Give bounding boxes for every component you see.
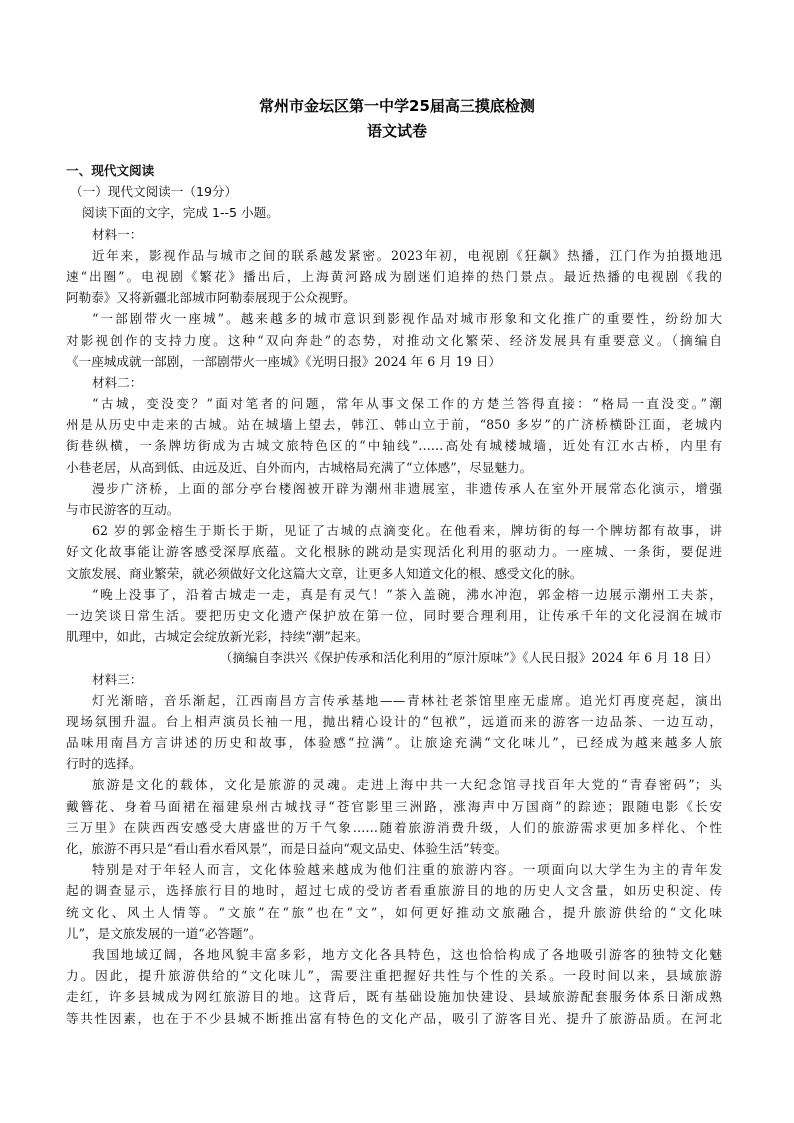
paragraph-line: 三万里》在陕西西安感受大唐盛世的万千气象……随着旅游消费升级，人们的旅游需求更加多样化、个性: [66, 819, 722, 835]
paragraph-line: 起的调查显示，选择旅行目的地时，超过七成的受访者看重旅游目的地的历史人文含量，如历史积淀、传: [66, 883, 722, 899]
paragraph-line: “古城，变没变？”面对笔者的问题，常年从事文保工作的方楚兰答得直接：“格局一直没变。”潮: [92, 396, 722, 412]
paragraph-line: 力。因此，提升旅游供给的“文化味儿”，需要注重把握好共性与个性的关系。一段时间以来，县域旅游: [66, 968, 722, 984]
paragraph-line: 等共性因素，也在于不少县城不断推出富有特色的文化产品，吸引了游客目光、提升了旅游品质。在河北: [66, 1010, 722, 1026]
exam-title: 常州市金坛区第一中学25届高三摸底检测: [259, 97, 535, 115]
paragraph-line: 小巷老居，从高到低、由远及近、自外而内，古城格局充满了“立体感”，尽显魅力。: [66, 459, 533, 475]
paragraph-line: 戴簪花、身着马面裙在福建泉州古城找寻“苍官影里三洲路，涨海声中万国商”的踪迹；跟随电影《长安: [66, 798, 722, 814]
paragraph-line: 与市民游客的互动。: [66, 502, 180, 517]
paragraph-line: “晚上没事了，沿着古城走一走，真是有灵气！”茶入盖碗，沸水冲泡，郭金榕一边展示潮州工夫茶，: [92, 586, 722, 602]
paragraph-line: 阿勒泰》又将新疆北部城市阿勒泰展现于公众视野。: [66, 290, 356, 306]
paragraph-line: 现场氛围升温。台上相声演员长袖一甩，抛出精心设计的“包袱”，远道而来的游客一边品茶、一边互动，: [66, 713, 722, 729]
paragraph-line: 统文化、风土人情等。“文旅”在“旅”也在“文”，如何更好推动文旅融合，提升旅游供给的“文化味: [66, 904, 722, 920]
paragraph-line: 速“出圈”。电视剧《繁花》播出后，上海黄河路成为剧迷们追捧的热门景点。最近热播的电视剧《我的: [66, 268, 722, 284]
material-label: 材料三：: [92, 671, 143, 687]
paragraph-line: 62 岁的郭金榕生于斯长于斯，见证了古城的点滴变化。在他看来，牌坊街的每一个牌坊都有故事，讲: [92, 523, 722, 539]
section-heading: 一、现代文阅读: [66, 163, 155, 178]
paragraph-line: 州是从历史中走来的古城。站在城墙上望去，韩江、韩山立于前，“850 多岁”的广济桥横卧江面，老城内: [66, 417, 722, 433]
paragraph-line: 儿”，是文旅发展的一道“必答题”。: [66, 925, 262, 941]
paragraph-line: 近年来，影视作品与城市之间的联系越发紧密。2023年初，电视剧《狂飙》热播，江门作为拍摄地迅: [92, 247, 722, 263]
paragraph-line: 《一座城成就一部剧，一部剧带火一座城》《光明日报》2024 年 6 月 19 日）: [66, 353, 502, 369]
paragraph-line: 走红，许多县城成为网红旅游目的地。这背后，既有基础设施加快建设、县域旅游配套服务体系日渐成熟: [66, 989, 722, 1005]
paragraph-line: 一边笑谈日常生活。要把历史文化遗产保护放在第一位，同时要合理利用，让传承千年的文化浸润在城市: [66, 607, 722, 623]
material-label: 材料二：: [92, 374, 143, 390]
paragraph-line: 对影视创作的支持力度。这种“双向奔赴”的态势，对推动文化繁荣、经济发展具有重要意义。（摘编自: [66, 332, 722, 348]
paragraph-line: 肌理中，如此，古城定会绽放新光彩，持续“潮”起来。: [66, 629, 369, 645]
paragraph-line: 旅游是文化的载体，文化是旅游的灵魂。走进上海中共一大纪念馆寻找百年大党的“青春密码”；头: [92, 777, 722, 793]
paragraph-line: 化，旅游不再只是“看山看水看风景”，而是日益向“观文品史、体验生活”转变。: [66, 841, 508, 856]
source-citation: （摘编自李洪兴《保护传承和活化利用的“原汁原味”》《人民日报》2024 年 6 月 18 日）: [219, 650, 718, 666]
paragraph-line: 文旅发展、商业繁荣，就必须做好文化这篇大文章，让更多人知道文化的根、感受文化的脉。: [66, 565, 583, 581]
paragraph-line: 特别是对于年轻人而言，文化体验越来越成为他们注重的旅游内容。一项面向以大学生为主的青年发: [92, 862, 722, 878]
material-label: 材料一：: [92, 226, 143, 242]
subsection-heading: （一）现代文阅读一（19分）: [70, 184, 238, 200]
paragraph-line: 灯光渐暗，音乐渐起，江西南昌方言传承基地——青林社老茶馆里座无虚席。追光灯再度亮起，演出: [92, 692, 722, 708]
paragraph-line: “一部剧带火一座城”。越来越多的城市意识到影视作品对城市形象和文化推广的重要性，纷纷加大: [92, 311, 722, 327]
reading-section: [66, 160, 722, 1029]
instruction-text: 阅读下面的文字，完成 1--5 小题。: [82, 205, 279, 221]
exam-subtitle: 语文试卷: [366, 122, 427, 140]
paragraph-line: 品味用南昌方言讲述的历史和故事，体验感“拉满”。让旅途充满“文化味儿”，已经成为越来越多人旅: [66, 735, 722, 751]
paragraph-line: 街巷纵横，一条牌坊街成为古城文旅特色区的“中轴线”……高处有城楼城墙，近处有江水古桥，内里有: [66, 438, 722, 454]
paragraph-line: 好文化故事能让游客感受深厚底蕴。文化根脉的跳动是实现活化利用的驱动力。一座城、一条街，要促进: [66, 544, 722, 560]
paragraph-line: 漫步广济桥，上面的部分亭台楼阁被开辟为潮州非遗展室，非遗传承人在室外开展常态化演示，增强: [92, 480, 722, 496]
paragraph-line: 我国地域辽阔，各地风貌丰富多彩，地方文化各具特色，这也恰恰构成了各地吸引游客的独特文化魅: [92, 946, 722, 962]
paragraph-line: 行时的选择。: [66, 756, 142, 772]
